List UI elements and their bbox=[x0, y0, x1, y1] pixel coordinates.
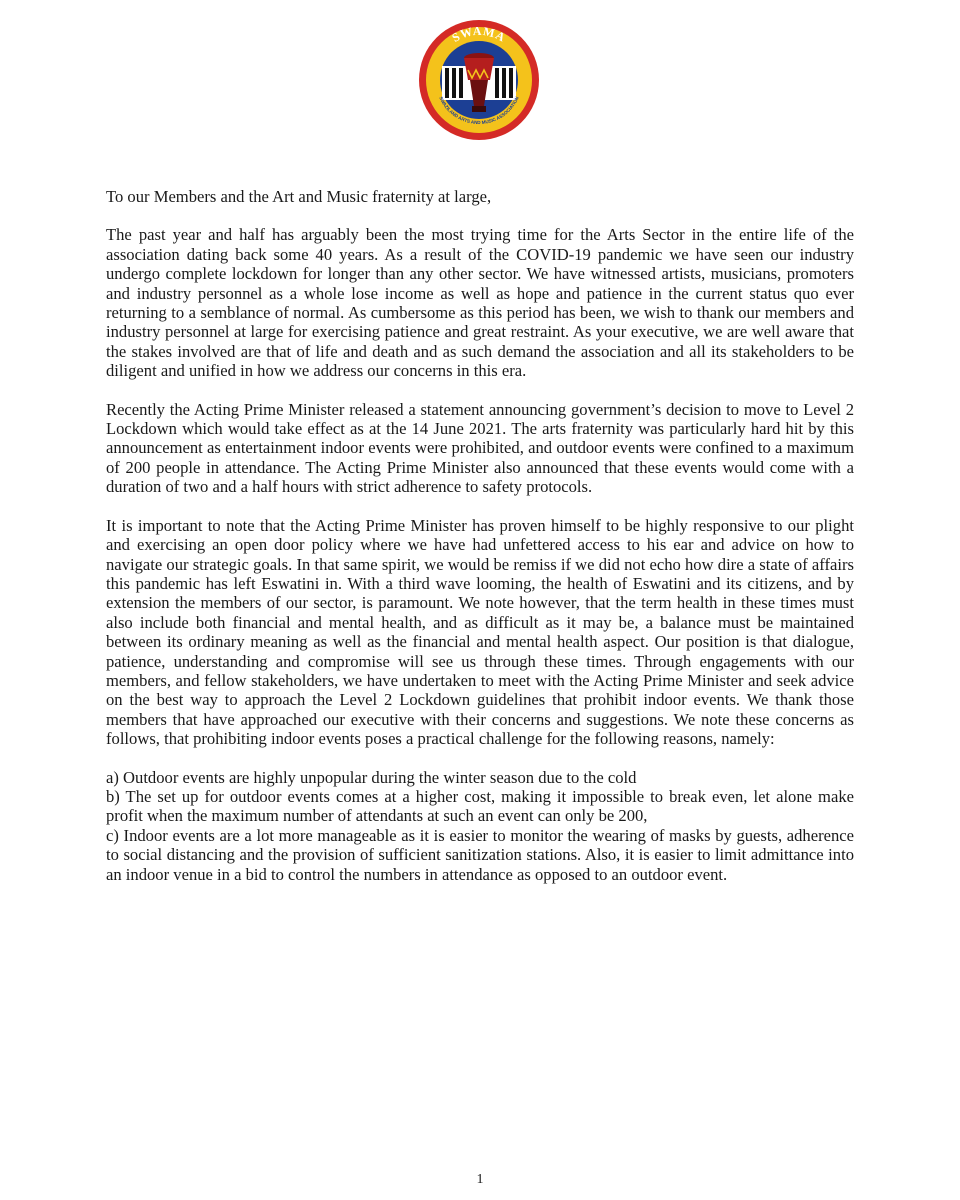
reasons-list bbox=[106, 768, 854, 884]
svg-text:SWAMA: SWAMA bbox=[449, 23, 509, 45]
paragraph-lockdown-announcement: Recently the Acting Prime Minister released a statement announcing government’s decision to move to Level 2 Lockdown which would take effect as at the 14 June 2021. The arts fraternity was particularly hard hit by this announcement as entertainment indoor events were prohibited, and outdoor events were confined to a maximum of 200 people in attendance. The Acting Prime Minister also announced that these events would come with a duration of two and a half hours with strict adherence to safety protocols. bbox=[106, 399, 854, 497]
salutation: To our Members and the Art and Music fraternity at large, bbox=[106, 187, 492, 206]
swama-logo-seal bbox=[414, 8, 544, 153]
reason-item-a: a) Outdoor events are highly unpopular during the winter season due to the cold bbox=[106, 767, 637, 787]
svg-text:SWAZILAND ARTS AND MUSIC ASSOC: SWAZILAND ARTS AND MUSIC ASSOCIATION bbox=[438, 95, 520, 126]
logo-right-bars bbox=[495, 68, 513, 98]
logo-left-bars bbox=[445, 68, 463, 98]
paragraph-position: It is important to note that the Acting Prime Minister has proven himself to be highly responsive to our plight and exercising an open door policy where we have had unfettered access to his ear and advice on how to navigate our strategic goals. In that same spirit, we would be remiss if we did not echo how dire a state of affairs this pandemic has left Eswatini in. With a third wave looming, the health of Eswatini and its citizens, and by extension the members of our sector, is paramount. We note however, that the term health in these times must also include both financial and mental health, and as difficult as it may be, a balance must be maintained between its ordinary meaning as well as the financial and mental health aspect. Our position is that dialogue, patience, understanding and compromise will see us through these times. Through engagements with our members, and fellow stakeholders, we have undertaken to meet with the Acting Prime Minister and seek advice on the best way to approach the Level 2 Lockdown guidelines that prohibit indoor events. We thank those members that have approached our executive with their concerns and suggestions. We note these concerns as follows, that prohibiting indoor events poses a practical challenge for the following reasons, namely: bbox=[106, 515, 854, 749]
swama-logo bbox=[414, 8, 544, 153]
reason-item-c: c) Indoor events are a lot more manageable as it is easier to monitor the wearing of masks by guests, adherence to social distancing and the provision of sufficient sanitization stations. Also, it is easier to limit admittance into an indoor venue in a bid to control the numbers in attendance as opposed to an outdoor event. bbox=[106, 825, 854, 884]
reason-item-b: b) The set up for outdoor events comes at a higher cost, making it impossible to break even, let alone make profit when the maximum number of attendants at such an event can only be 200, bbox=[106, 786, 854, 826]
paragraph-intro: The past year and half has arguably been the most trying time for the Arts Sector in the entire life of the association dating back some 40 years. As a result of the COVID-19 pandemic we have seen our industry undergo complete lockdown for longer than any other sector. We have witnessed artists, musicians, promoters and industry personnel as a whole lose income as well as hope and patience in the current status quo ever returning to a semblance of normal. As cumbersome as this period has been, we wish to thank our members and industry personnel at large for exercising patience and great restraint. As your executive, we are well aware that the stakes involved are that of life and death and as such demand the association and all its stakeholders to be diligent and unified in how we address our concerns in this era. bbox=[106, 225, 854, 381]
page-number: 1 bbox=[476, 1172, 484, 1187]
letter-body bbox=[106, 187, 854, 884]
